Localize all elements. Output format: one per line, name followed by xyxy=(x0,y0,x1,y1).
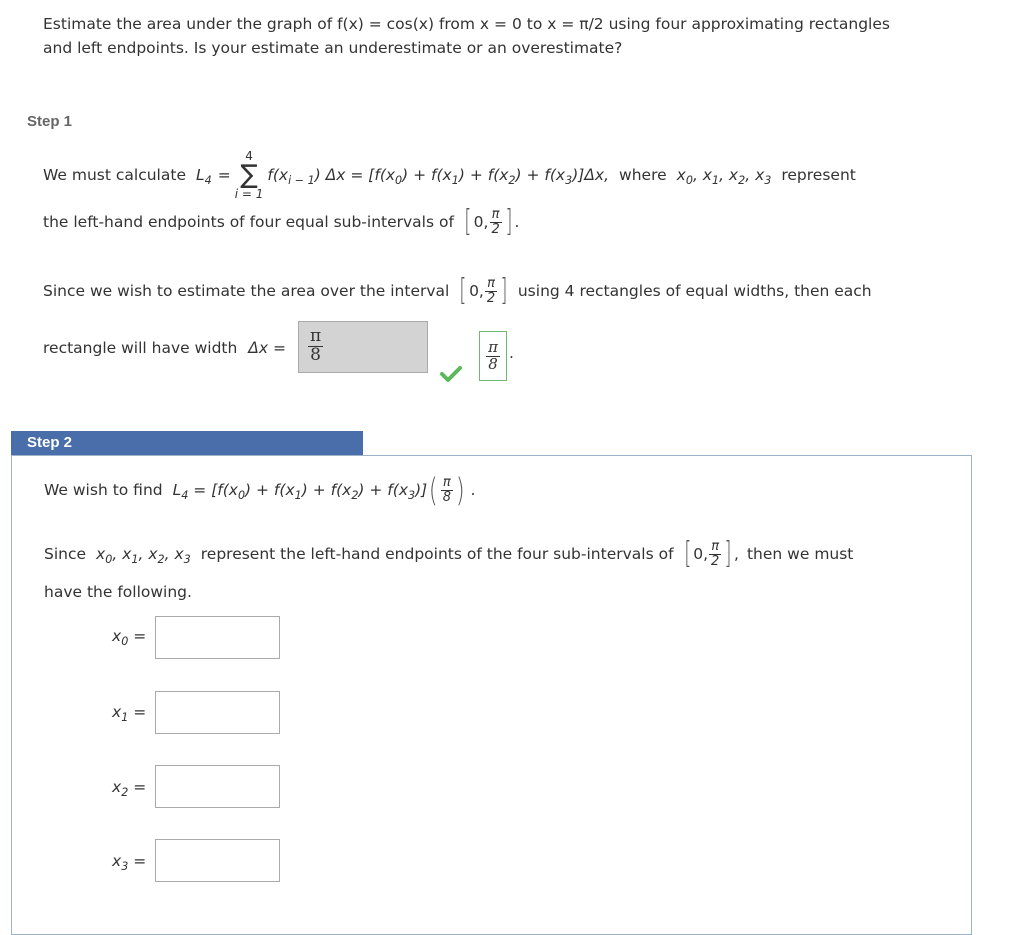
delta-x-label: Δx = xyxy=(248,339,286,357)
problem-line-1: Estimate the area under the graph of f(x) = cos(x) from x = 0 to x = π/2 using four approximating rectangles xyxy=(43,15,890,33)
width-text: rectangle will have width xyxy=(43,339,238,357)
width-text-line xyxy=(43,339,286,357)
x2-label: $x_2$ = xyxy=(112,778,147,799)
period: . xyxy=(509,344,514,362)
have-following: have the following. xyxy=(44,583,192,601)
interval-text: the left-hand endpoints of four equal sub-intervals of xyxy=(43,213,454,231)
step1-formula-line xyxy=(43,150,856,200)
x1-label: $x_1$ = xyxy=(112,703,147,724)
x-variables-2: $x_0$, $x_1$, $x_2$, $x_3$ xyxy=(96,545,191,566)
x3-input[interactable] xyxy=(155,839,280,882)
answer-fraction: $\frac{\pi}{8}$ xyxy=(310,326,322,365)
step1-label: Step 1 xyxy=(27,113,73,130)
step1-interval-line: the left-hand endpoints of four equal sub-intervals of [ 0, $\frac{\pi}{2}$ ] . xyxy=(43,204,520,239)
calc-intro: We must calculate xyxy=(43,166,186,184)
x0-input[interactable] xyxy=(155,616,280,659)
delta-x-answer-input[interactable] xyxy=(298,321,428,373)
since-endpoints-line: Since $x_0$, $x_1$, $x_2$, $x_3$ represent the left-hand endpoints of the four sub-intervals of [ 0, $\frac{\pi}{2}$ ] , then we must xyxy=(44,536,854,571)
endpoints-text: represent the left-hand endpoints of the four sub-intervals of xyxy=(200,545,674,563)
x1-input[interactable] xyxy=(155,691,280,734)
equals-sign: = xyxy=(217,166,231,184)
since-tail: using 4 rectangles of equal widths, then each xyxy=(517,282,872,300)
interval-0-pi-over-2-c: [ 0, $\frac{\pi}{2}$ ] xyxy=(683,536,732,571)
since-word: Since xyxy=(44,545,87,563)
pi-over-8: $\frac{\pi}{8}$ xyxy=(442,474,451,505)
correct-answer-display: $\frac{\pi}{8}$ xyxy=(479,331,507,381)
find-expression: $L_4 = [f(x_0) + f(x_1) + f(x_2) + f(x_3)]$ xyxy=(172,481,428,502)
x-variables: $x_0$, $x_1$, $x_2$, $x_3$ xyxy=(676,166,772,187)
find-text: We wish to find xyxy=(44,481,163,499)
interval-0-pi-over-2: [ 0, $\frac{\pi}{2}$ ] xyxy=(464,204,513,239)
find-line: We wish to find $L_4 = [f(x_0) + f(x_1) + f(x_2) + f(x_3)]$ ( $\frac{\pi}{8}$ ) . xyxy=(44,471,476,509)
then-we-must: then we must xyxy=(746,545,854,563)
sum-expression: $f(x_{i - 1}) \Delta x = [f(x_0) + f(x_1) + f(x_2) + f(x_3)]\Delta x$, xyxy=(267,166,610,187)
since-line xyxy=(43,273,872,308)
x2-input[interactable] xyxy=(155,765,280,808)
since-text: Since we wish to estimate the area over the interval xyxy=(43,282,450,300)
step2-header[interactable]: Step 2 xyxy=(11,431,363,455)
x3-label: $x_3$ = xyxy=(112,852,147,873)
interval-0-pi-over-2-b: [ 0, $\frac{\pi}{2}$ ] xyxy=(459,273,508,308)
sigma-symbol: 4 ∑ i = 1 xyxy=(234,149,264,201)
x0-label: $x_0$ = xyxy=(112,627,147,648)
checkmark-icon xyxy=(440,365,462,383)
l4-symbol: $L_4$ xyxy=(195,166,212,187)
represent-word: represent xyxy=(781,166,856,184)
where-word: where xyxy=(619,166,667,184)
problem-line-2: and left endpoints. Is your estimate an underestimate or an overestimate? xyxy=(43,39,623,57)
